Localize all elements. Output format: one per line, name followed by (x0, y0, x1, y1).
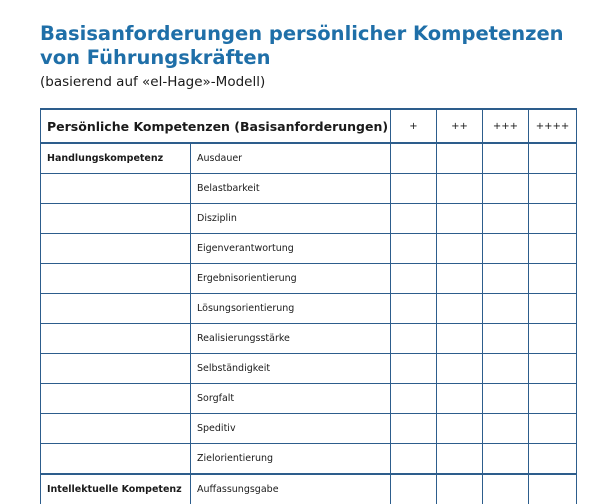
table-row (41, 414, 577, 444)
rating-cell-2[interactable] (437, 234, 483, 264)
rating-cell-1[interactable] (391, 143, 437, 174)
rating-cell-1[interactable] (391, 324, 437, 354)
table-row (41, 474, 577, 504)
category-cell (41, 264, 191, 294)
rating-cell-3[interactable] (483, 324, 529, 354)
rating-cell-4[interactable] (529, 384, 577, 414)
rating-cell-3[interactable] (483, 174, 529, 204)
rating-cell-4[interactable] (529, 143, 577, 174)
skill-cell: Disziplin (191, 204, 391, 234)
category-cell (41, 354, 191, 384)
rating-cell-3[interactable] (483, 234, 529, 264)
skill-cell: Auffassungsgabe (191, 474, 391, 504)
rating-cell-4[interactable] (529, 234, 577, 264)
rating-cell-2[interactable] (437, 414, 483, 444)
category-cell (41, 324, 191, 354)
category-cell (41, 294, 191, 324)
rating-cell-2[interactable] (437, 204, 483, 234)
skill-cell: Belastbarkeit (191, 174, 391, 204)
rating-cell-4[interactable] (529, 444, 577, 475)
rating-cell-3[interactable] (483, 354, 529, 384)
rating-cell-3[interactable] (483, 264, 529, 294)
rating-header-2: ++ (437, 109, 483, 143)
table-row (41, 324, 577, 354)
rating-cell-1[interactable] (391, 474, 437, 504)
document-subtitle: (basierend auf «el-Hage»-Modell) (40, 74, 266, 90)
document-title: Basisanforderungen persönlicher Kompetenzen von Führungskräften (40, 22, 564, 69)
rating-cell-4[interactable] (529, 294, 577, 324)
skill-cell: Eigenverantwortung (191, 234, 391, 264)
skill-cell: Sorgfalt (191, 384, 391, 414)
rating-cell-1[interactable] (391, 414, 437, 444)
rating-cell-3[interactable] (483, 143, 529, 174)
rating-header-3: +++ (483, 109, 529, 143)
skill-cell: Realisierungsstärke (191, 324, 391, 354)
rating-cell-3[interactable] (483, 414, 529, 444)
category-cell (41, 384, 191, 414)
table-row (41, 444, 577, 475)
rating-cell-2[interactable] (437, 174, 483, 204)
table-header-row (41, 109, 577, 143)
skill-cell: Zielorientierung (191, 444, 391, 475)
skill-cell: Ergebnisorientierung (191, 264, 391, 294)
rating-cell-1[interactable] (391, 384, 437, 414)
table-row (41, 143, 577, 174)
rating-header-4: ++++ (529, 109, 577, 143)
rating-cell-1[interactable] (391, 204, 437, 234)
rating-cell-1[interactable] (391, 264, 437, 294)
rating-cell-3[interactable] (483, 444, 529, 475)
rating-cell-4[interactable] (529, 174, 577, 204)
rating-cell-2[interactable] (437, 444, 483, 475)
category-cell: Intellektuelle Kompetenz (41, 474, 191, 504)
rating-cell-3[interactable] (483, 294, 529, 324)
category-cell (41, 414, 191, 444)
rating-cell-4[interactable] (529, 324, 577, 354)
category-cell (41, 204, 191, 234)
table-row (41, 234, 577, 264)
competency-table (40, 108, 577, 504)
category-cell: Handlungskompetenz (41, 143, 191, 174)
rating-cell-3[interactable] (483, 204, 529, 234)
rating-cell-2[interactable] (437, 294, 483, 324)
table-row (41, 264, 577, 294)
rating-header-1: + (391, 109, 437, 143)
rating-cell-2[interactable] (437, 384, 483, 414)
table-row (41, 294, 577, 324)
rating-cell-1[interactable] (391, 174, 437, 204)
rating-cell-4[interactable] (529, 354, 577, 384)
category-cell (41, 444, 191, 475)
category-cell (41, 174, 191, 204)
rating-cell-1[interactable] (391, 444, 437, 475)
rating-cell-1[interactable] (391, 294, 437, 324)
table-body (41, 143, 577, 504)
rating-cell-4[interactable] (529, 264, 577, 294)
rating-cell-2[interactable] (437, 143, 483, 174)
rating-cell-2[interactable] (437, 264, 483, 294)
rating-cell-3[interactable] (483, 474, 529, 504)
rating-cell-3[interactable] (483, 384, 529, 414)
rating-cell-1[interactable] (391, 234, 437, 264)
table-row (41, 174, 577, 204)
rating-cell-4[interactable] (529, 204, 577, 234)
table-row (41, 354, 577, 384)
rating-cell-4[interactable] (529, 474, 577, 504)
table-row (41, 384, 577, 414)
skill-cell: Selbständigkeit (191, 354, 391, 384)
rating-cell-1[interactable] (391, 354, 437, 384)
table-row (41, 204, 577, 234)
rating-cell-4[interactable] (529, 414, 577, 444)
table-header-label: Persönliche Kompetenzen (Basisanforderungen) (41, 109, 391, 143)
skill-cell: Speditiv (191, 414, 391, 444)
rating-cell-2[interactable] (437, 324, 483, 354)
rating-cell-2[interactable] (437, 474, 483, 504)
category-cell (41, 234, 191, 264)
skill-cell: Lösungsorientierung (191, 294, 391, 324)
rating-cell-2[interactable] (437, 354, 483, 384)
skill-cell: Ausdauer (191, 143, 391, 174)
